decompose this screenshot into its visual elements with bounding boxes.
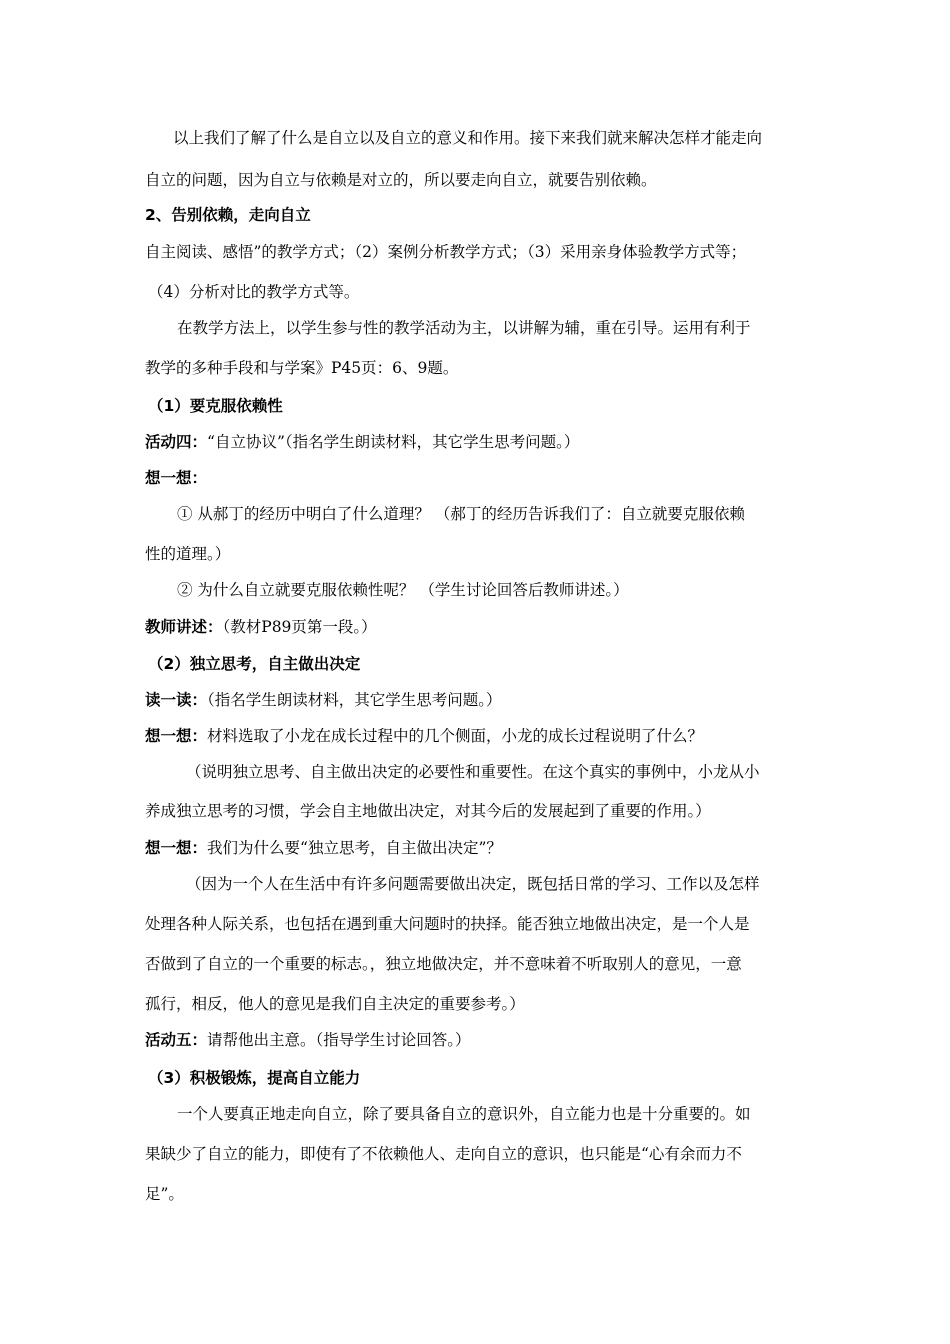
activity-label: 活动四： xyxy=(145,433,208,451)
section-heading: 2、告别依赖，走向自立 xyxy=(145,206,311,224)
think-label: 想一想： xyxy=(145,469,208,487)
explanation-line: （因为一个人在生活中有许多问题需要做出决定，既包括日常的学习、工作以及怎样 xyxy=(186,875,760,893)
activity-label: 活动五： xyxy=(145,1031,208,1049)
paragraph-line: 果缺少了自立的能力，即使有了不依赖他人、走向自立的意识，也只能是“心有余而力不 xyxy=(145,1145,742,1163)
teacher-text: （教材P89页第一段。） xyxy=(222,618,377,636)
explanation-line: （说明独立思考、自主做出决定的必要性和重要性。在这个真实的事例中，小龙从小 xyxy=(186,763,760,781)
subsection-heading: （1）要克服依赖性 xyxy=(148,397,283,415)
read-label: 读一读： xyxy=(145,691,208,709)
paragraph-line: （4）分析对比的教学方式等。 xyxy=(148,283,360,301)
paragraph-line: 自立的问题，因为自立与依赖是对立的，所以要走向自立，就要告别依赖。 xyxy=(145,171,657,189)
activity-text: “自立协议”（指名学生朗读材料，其它学生思考问题。） xyxy=(207,433,580,451)
think-text: 我们为什么要“独立思考，自主做出决定”？ xyxy=(207,839,502,857)
read-text: （指名学生朗读材料，其它学生思考问题。） xyxy=(207,691,502,709)
explanation-line: 处理各种人际关系，也包括在遇到重大问题时的抉择。能否独立地做出决定，是一个人是 xyxy=(145,915,750,933)
think-label: 想一想： xyxy=(145,727,208,745)
think-text: 材料选取了小龙在成长过程中的几个侧面，小龙的成长过程说明了什么？ xyxy=(207,727,704,745)
subsection-heading: （2）独立思考，自主做出决定 xyxy=(148,655,361,673)
subsection-heading: （3）积极锻炼，提高自立能力 xyxy=(148,1069,361,1087)
paragraph-line: 足”。 xyxy=(145,1185,184,1203)
question-line: ① 从郝丁的经历中明白了什么道理？ （郝丁的经历告诉我们了：自立就要克服依赖 xyxy=(177,505,745,523)
think-label: 想一想： xyxy=(145,839,208,857)
think-line xyxy=(145,726,703,746)
paragraph-line: 教学的多种手段和与学案》P45页：6、9题。 xyxy=(145,359,459,377)
question-line: ② 为什么自立就要克服依赖性呢？ （学生讨论回答后教师讲述。） xyxy=(177,581,629,599)
activity-text: 请帮他出主意。（指导学生讨论回答。） xyxy=(207,1031,471,1049)
think-line xyxy=(145,838,502,858)
paragraph-line: 自主阅读、感悟”的教学方式；（2）案例分析教学方式；（3）采用亲身体验教学方式等； xyxy=(145,243,747,261)
paragraph-line: 在教学方法上，以学生参与性的教学活动为主，以讲解为辅，重在引导。运用有利于 xyxy=(177,319,751,337)
explanation-line: 养成独立思考的习惯，学会自主地做出决定，对其今后的发展起到了重要的作用。） xyxy=(145,802,711,820)
teacher-line xyxy=(145,617,377,637)
activity-line xyxy=(145,1030,471,1050)
explanation-line: 否做到了自立的一个重要的标志。，独立地做决定，并不意味着不听取别人的意见，一意 xyxy=(145,955,742,973)
explanation-line: 孤行，相反，他人的意见是我们自主决定的重要参考。） xyxy=(145,995,525,1013)
paragraph-line: 以上我们了解了什么是自立以及自立的意义和作用。接下来我们就来解决怎样才能走向 xyxy=(173,129,763,147)
paragraph-line: 一个人要真正地走向自立，除了要具备自立的意识外，自立能力也是十分重要的。如 xyxy=(177,1105,751,1123)
question-line: 性的道理。） xyxy=(145,545,231,563)
read-line xyxy=(145,690,502,710)
activity-line xyxy=(145,432,579,452)
teacher-label: 教师讲述： xyxy=(145,618,223,636)
